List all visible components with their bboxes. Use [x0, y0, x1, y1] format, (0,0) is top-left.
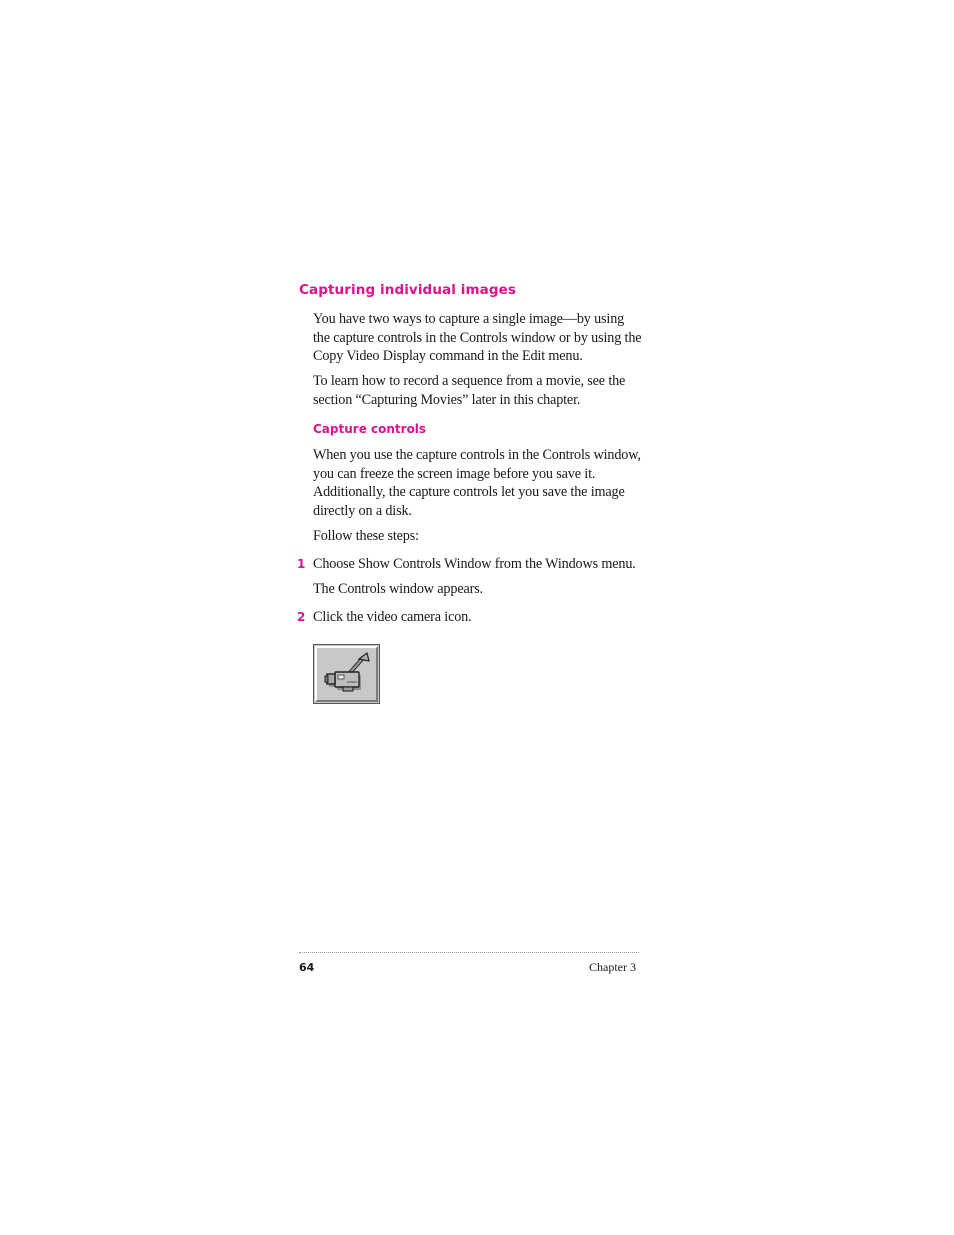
video-camera-button-figure: [313, 644, 380, 704]
step-1-result: The Controls window appears.: [313, 581, 483, 597]
step-2-number: 2: [297, 610, 306, 624]
intro-paragraph-1: You have two ways to capture a single image—by using the capture controls in the Controls window or by using the Copy Video Display command in the Edit menu.: [313, 311, 642, 364]
page-number: 64: [299, 961, 315, 974]
intro-paragraph-2: To learn how to record a sequence from a movie, see the section “Capturing Movies” later in this chapter.: [313, 373, 626, 408]
subsection-heading: Capture controls: [313, 422, 427, 436]
step-2-text: Click the video camera icon.: [313, 609, 472, 625]
step-1-text: Choose Show Controls Window from the Windows menu.: [313, 556, 636, 572]
video-camera-icon: [323, 649, 373, 699]
chapter-label: Chapter 3: [589, 960, 636, 974]
section-heading: Capturing individual images: [299, 282, 517, 298]
step-1-number: 1: [297, 557, 306, 571]
footer-rule: [299, 952, 639, 953]
capture-controls-paragraph: When you use the capture controls in the Controls window, you can freeze the screen image before you save it. Additionally, the capture controls let you save the image directly on a disk.: [313, 447, 641, 519]
follow-steps-paragraph: Follow these steps:: [313, 528, 419, 544]
